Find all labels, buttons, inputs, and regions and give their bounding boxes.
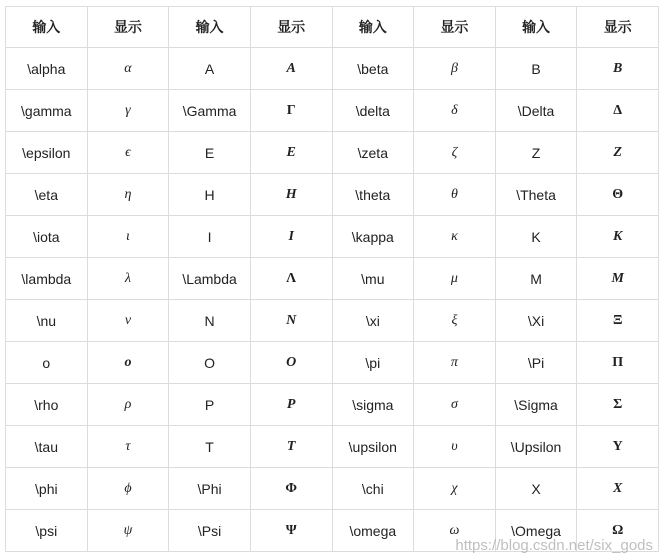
rendered-symbol-cell: Λ: [250, 258, 332, 300]
rendered-symbol-cell: I: [250, 216, 332, 258]
latex-command-cell: \xi: [332, 300, 414, 342]
rendered-symbol-cell: E: [250, 132, 332, 174]
latex-command-cell: o: [6, 342, 88, 384]
table-row: [6, 258, 659, 300]
table-body: [6, 48, 659, 552]
latex-command-cell: N: [169, 300, 251, 342]
table-row: [6, 384, 659, 426]
latex-command-cell: \Pi: [495, 342, 577, 384]
rendered-symbol-cell: H: [250, 174, 332, 216]
rendered-symbol-cell: M: [577, 258, 659, 300]
rendered-symbol-cell: λ: [87, 258, 169, 300]
rendered-symbol-cell: σ: [414, 384, 496, 426]
latex-command-cell: \pi: [332, 342, 414, 384]
latex-command-cell: \iota: [6, 216, 88, 258]
table-row: [6, 132, 659, 174]
rendered-symbol-cell: Ψ: [250, 510, 332, 552]
rendered-symbol-cell: κ: [414, 216, 496, 258]
rendered-symbol-cell: O: [250, 342, 332, 384]
latex-command-cell: \chi: [332, 468, 414, 510]
latex-command-cell: \omega: [332, 510, 414, 552]
rendered-symbol-cell: γ: [87, 90, 169, 132]
column-header-display: 显示: [577, 7, 659, 48]
latex-command-cell: \nu: [6, 300, 88, 342]
table-row: [6, 48, 659, 90]
rendered-symbol-cell: N: [250, 300, 332, 342]
table-row: [6, 468, 659, 510]
rendered-symbol-cell: Φ: [250, 468, 332, 510]
column-header-input: 输入: [495, 7, 577, 48]
latex-command-cell: \Psi: [169, 510, 251, 552]
rendered-symbol-cell: Υ: [577, 426, 659, 468]
rendered-symbol-cell: β: [414, 48, 496, 90]
latex-command-cell: K: [495, 216, 577, 258]
rendered-symbol-cell: ι: [87, 216, 169, 258]
latex-command-cell: \gamma: [6, 90, 88, 132]
latex-command-cell: \mu: [332, 258, 414, 300]
rendered-symbol-cell: ϵ: [87, 132, 169, 174]
latex-command-cell: \Phi: [169, 468, 251, 510]
latex-command-cell: I: [169, 216, 251, 258]
rendered-symbol-cell: ρ: [87, 384, 169, 426]
latex-command-cell: \Omega: [495, 510, 577, 552]
column-header-display: 显示: [414, 7, 496, 48]
rendered-symbol-cell: Σ: [577, 384, 659, 426]
latex-command-cell: O: [169, 342, 251, 384]
latex-command-cell: \eta: [6, 174, 88, 216]
rendered-symbol-cell: Ξ: [577, 300, 659, 342]
rendered-symbol-cell: B: [577, 48, 659, 90]
latex-command-cell: \psi: [6, 510, 88, 552]
latex-command-cell: \Theta: [495, 174, 577, 216]
column-header-input: 输入: [6, 7, 88, 48]
latex-command-cell: \kappa: [332, 216, 414, 258]
rendered-symbol-cell: ψ: [87, 510, 169, 552]
rendered-symbol-cell: Z: [577, 132, 659, 174]
table-row: [6, 174, 659, 216]
latex-command-cell: E: [169, 132, 251, 174]
rendered-symbol-cell: τ: [87, 426, 169, 468]
latex-command-cell: \delta: [332, 90, 414, 132]
table-row: [6, 342, 659, 384]
latex-command-cell: \lambda: [6, 258, 88, 300]
latex-command-cell: \sigma: [332, 384, 414, 426]
column-header-input: 输入: [332, 7, 414, 48]
rendered-symbol-cell: ζ: [414, 132, 496, 174]
table-row: [6, 90, 659, 132]
latex-command-cell: \Upsilon: [495, 426, 577, 468]
rendered-symbol-cell: π: [414, 342, 496, 384]
latex-command-cell: \alpha: [6, 48, 88, 90]
greek-letter-table: [5, 6, 659, 552]
latex-command-cell: A: [169, 48, 251, 90]
column-header-display: 显示: [87, 7, 169, 48]
rendered-symbol-cell: A: [250, 48, 332, 90]
rendered-symbol-cell: α: [87, 48, 169, 90]
rendered-symbol-cell: δ: [414, 90, 496, 132]
table-row: [6, 300, 659, 342]
rendered-symbol-cell: μ: [414, 258, 496, 300]
column-header-input: 输入: [169, 7, 251, 48]
rendered-symbol-cell: υ: [414, 426, 496, 468]
rendered-symbol-cell: ξ: [414, 300, 496, 342]
latex-command-cell: M: [495, 258, 577, 300]
latex-command-cell: \Sigma: [495, 384, 577, 426]
table-row: [6, 216, 659, 258]
latex-command-cell: \Xi: [495, 300, 577, 342]
latex-command-cell: X: [495, 468, 577, 510]
watermark: https://blog.csdn.net/six_gods: [455, 537, 653, 554]
table-header-row: [6, 7, 659, 48]
table-row: [6, 426, 659, 468]
rendered-symbol-cell: Δ: [577, 90, 659, 132]
latex-command-cell: \rho: [6, 384, 88, 426]
column-header-display: 显示: [250, 7, 332, 48]
latex-command-cell: H: [169, 174, 251, 216]
rendered-symbol-cell: Γ: [250, 90, 332, 132]
latex-command-cell: \Gamma: [169, 90, 251, 132]
latex-command-cell: \Delta: [495, 90, 577, 132]
rendered-symbol-cell: χ: [414, 468, 496, 510]
rendered-symbol-cell: K: [577, 216, 659, 258]
latex-command-cell: \phi: [6, 468, 88, 510]
rendered-symbol-cell: o: [87, 342, 169, 384]
rendered-symbol-cell: X: [577, 468, 659, 510]
latex-command-cell: Z: [495, 132, 577, 174]
rendered-symbol-cell: Θ: [577, 174, 659, 216]
rendered-symbol-cell: Ω: [577, 510, 659, 552]
rendered-symbol-cell: η: [87, 174, 169, 216]
latex-command-cell: \beta: [332, 48, 414, 90]
latex-command-cell: P: [169, 384, 251, 426]
latex-command-cell: \zeta: [332, 132, 414, 174]
latex-command-cell: \theta: [332, 174, 414, 216]
rendered-symbol-cell: Π: [577, 342, 659, 384]
latex-command-cell: T: [169, 426, 251, 468]
latex-command-cell: B: [495, 48, 577, 90]
latex-command-cell: \upsilon: [332, 426, 414, 468]
rendered-symbol-cell: ϕ: [87, 468, 169, 510]
rendered-symbol-cell: P: [250, 384, 332, 426]
latex-command-cell: \tau: [6, 426, 88, 468]
latex-command-cell: \Lambda: [169, 258, 251, 300]
rendered-symbol-cell: ω: [414, 510, 496, 552]
table-row: [6, 510, 659, 552]
latex-command-cell: \epsilon: [6, 132, 88, 174]
rendered-symbol-cell: ν: [87, 300, 169, 342]
rendered-symbol-cell: T: [250, 426, 332, 468]
rendered-symbol-cell: θ: [414, 174, 496, 216]
